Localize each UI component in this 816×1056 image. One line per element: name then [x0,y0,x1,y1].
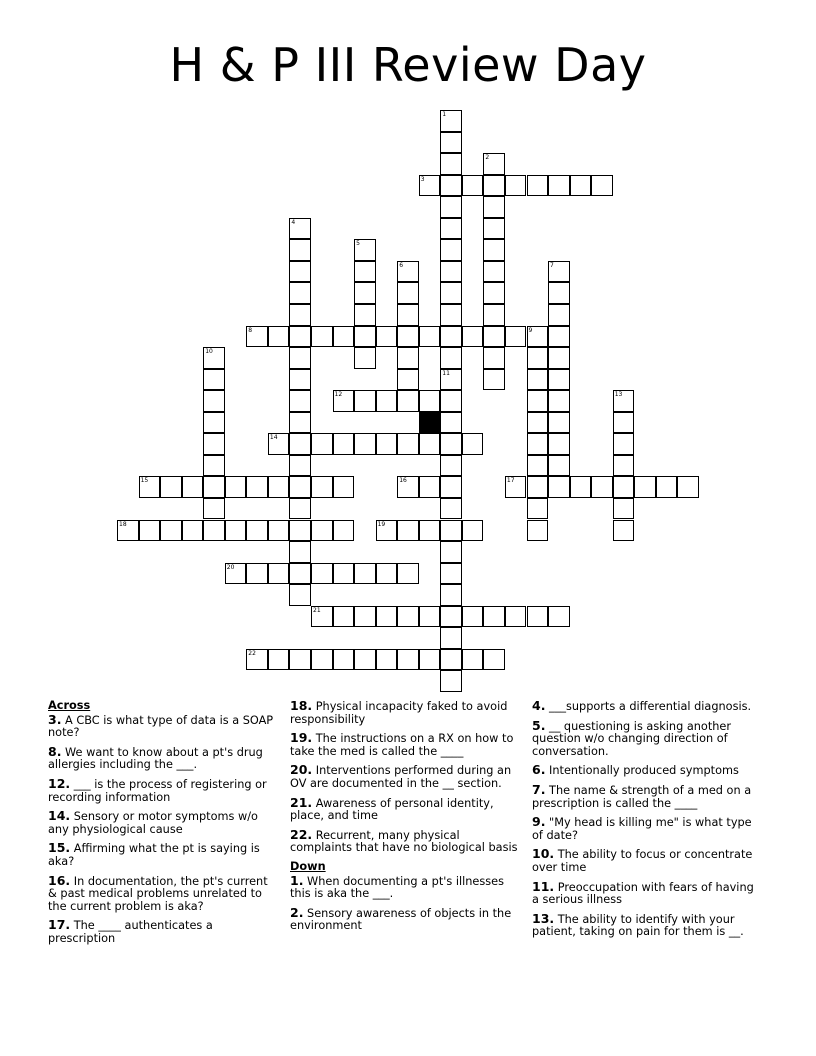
clue-text: Physical incapacity faked to avoid responsibility [290,700,508,726]
clue-number: 16 [48,872,66,888]
grid-cell[interactable] [440,563,462,585]
grid-cell[interactable] [483,218,505,240]
grid-cell[interactable] [527,476,549,498]
clue-number: 12 [48,775,66,791]
clue-number: 3 [48,711,57,727]
cell-number: 15 [140,477,149,485]
grid-cell[interactable] [203,520,225,542]
grid-cell[interactable] [354,282,376,304]
grid-cell[interactable] [333,520,355,542]
grid-cell[interactable] [203,347,225,369]
grid-cell[interactable] [570,476,592,498]
grid-cell[interactable] [354,563,376,585]
grid-cell[interactable] [289,541,311,563]
grid-cell[interactable] [289,390,311,412]
grid-cell[interactable] [311,649,333,671]
clue-number: 10 [532,846,550,862]
cell-number: 9 [528,326,533,334]
grid-cell[interactable] [289,455,311,477]
grid-cell[interactable] [483,304,505,326]
clue-text: Recurrent, many physical complaints that have no biological basis [290,828,518,855]
black-cell [419,412,441,434]
puzzle-title: H & P III Review Day [169,38,647,92]
grid-cell[interactable] [613,520,635,542]
grid-cell[interactable] [333,563,355,585]
clue-number: 17 [48,917,66,933]
grid-cell[interactable] [440,476,462,498]
grid-cell[interactable] [333,390,355,412]
grid-cell[interactable] [354,433,376,455]
grid-cell[interactable] [527,175,549,197]
clue-text: "My head is killing me" is what type of date? [532,816,752,842]
grid-cell[interactable] [289,584,311,606]
cell-number: 6 [399,261,404,269]
clue-across-16: 16. In documentation, the pt's current & past medical problems unrelated to the current problem is aka? [48,872,268,913]
grid-cell[interactable] [354,304,376,326]
grid-cell[interactable] [440,326,462,348]
clue-across-8: 8. We want to know about a pt's drug allergies including the ___. [48,743,263,772]
grid-cell[interactable] [548,347,570,369]
clue-text: ___ is the process of registering or recording information [48,777,267,804]
grid-cell[interactable] [203,412,225,434]
clue-number: 22 [290,826,308,842]
grid-cell[interactable] [376,326,398,348]
cell-number: 12 [334,391,343,399]
clue-down-4: 4. ___supports a differential diagnosis. [532,698,752,713]
grid-cell[interactable] [570,175,592,197]
grid-cell[interactable] [462,175,484,197]
grid-cell[interactable] [440,153,462,175]
grid-cell[interactable] [289,218,311,240]
clue-down-9: 9. "My head is killing me" is what type of date? [532,814,752,842]
cell-number: 22 [248,649,256,657]
grid-cell[interactable] [268,563,290,585]
grid-cell[interactable] [656,476,678,498]
grid-cell[interactable] [483,347,505,369]
grid-cell[interactable] [419,326,441,348]
grid-cell[interactable] [548,261,570,283]
grid-cell[interactable] [268,476,290,498]
grid-cell[interactable] [483,606,505,628]
clue-across-3: 3. A CBC is what type of data is a SOAP note? [48,711,274,740]
grid-cell[interactable] [440,347,462,369]
grid-cell[interactable] [634,476,656,498]
grid-cell[interactable] [440,606,462,628]
grid-cell[interactable] [613,390,635,412]
grid-cell[interactable] [483,175,505,197]
grid-cell[interactable] [311,433,333,455]
clue-number: 13 [532,910,550,926]
grid-cell[interactable] [246,563,268,585]
grid-cell[interactable] [677,476,699,498]
grid-cell[interactable] [591,476,613,498]
grid-cell[interactable] [591,175,613,197]
grid-cell[interactable] [289,304,311,326]
grid-cell[interactable] [419,476,441,498]
grid-cell[interactable] [527,498,549,520]
grid-cell[interactable] [440,670,462,692]
grid-cell[interactable] [462,649,484,671]
grid-cell[interactable] [527,390,549,412]
clue-down-13: 13. The ability to identify with your patient, taking on pain for them is __. [532,910,744,939]
clue-down-10: 10. The ability to focus or concentrate over time [532,846,753,874]
grid-cell[interactable] [311,476,333,498]
cell-number: 4 [291,218,296,226]
clue-across-12: 12. ___ is the process of registering or recording information [48,775,267,804]
grid-cell[interactable] [527,412,549,434]
grid-cell[interactable] [440,455,462,477]
grid-cell[interactable] [311,606,333,628]
grid-cell[interactable] [397,326,419,348]
grid-cell[interactable] [289,261,311,283]
grid-cell[interactable] [462,326,484,348]
cell-number: 17 [506,477,515,485]
grid-cell[interactable] [483,369,505,391]
grid-cell[interactable] [419,606,441,628]
clue-text: Sensory or motor symptoms w/o any physiological cause [48,810,258,836]
cell-number: 19 [377,520,386,528]
cell-number: 2 [485,154,490,162]
grid-cell[interactable] [289,649,311,671]
grid-cell[interactable] [268,433,290,455]
grid-cell[interactable] [376,606,398,628]
grid-cell[interactable] [613,476,635,498]
clue-down-2: 2. Sensory awareness of objects in the environment [290,904,512,933]
grid-cell[interactable] [440,261,462,283]
grid-cell[interactable] [483,196,505,218]
clue-text: Affirming what the pt is saying is aka? [48,842,260,868]
grid-cell[interactable] [376,520,398,542]
clue-across-14: 14. Sensory or motor symptoms w/o any physiological cause [48,808,258,836]
grid-cell[interactable] [289,520,311,542]
grid-cell[interactable] [311,563,333,585]
grid-cell[interactable] [376,390,398,412]
grid-cell[interactable] [397,476,419,498]
grid-cell[interactable] [160,476,182,498]
cell-number: 16 [399,477,407,485]
grid-cell[interactable] [397,261,419,283]
grid-cell[interactable] [268,326,290,348]
grid-cell[interactable] [333,606,355,628]
clue-down-6: 6. Intentionally produced symptoms [532,762,739,778]
grid-cell[interactable] [548,304,570,326]
grid-cell[interactable] [354,326,376,348]
clue-column-1 [48,700,276,952]
clue-text: The ____ authenticates a prescription [48,919,213,945]
grid-cell[interactable] [203,476,225,498]
grid-cell[interactable] [527,326,549,348]
grid-cell[interactable] [139,476,161,498]
grid-cell[interactable] [419,649,441,671]
clue-number: 14 [48,808,66,824]
grid-cell[interactable] [419,175,441,197]
grid-cell[interactable] [246,649,268,671]
grid-cell[interactable] [354,347,376,369]
grid-cell[interactable] [505,606,527,628]
grid-cell[interactable] [397,369,419,391]
grid-cell[interactable] [419,390,441,412]
grid-cell[interactable] [440,627,462,649]
grid-cell[interactable] [419,433,441,455]
grid-cell[interactable] [527,455,549,477]
grid-cell[interactable] [440,584,462,606]
cell-number: 5 [356,240,360,248]
grid-cell[interactable] [397,520,419,542]
grid-cell[interactable] [268,520,290,542]
clue-text: The ability to identify with your patient, taking on pain for them is __. [532,912,744,939]
grid-cell[interactable] [139,520,161,542]
grid-cell[interactable] [548,390,570,412]
grid-cell[interactable] [505,175,527,197]
grid-cell[interactable] [289,498,311,520]
clue-number: 6 [532,762,541,778]
grid-cell[interactable] [397,606,419,628]
grid-cell[interactable] [333,326,355,348]
clue-column-3 [532,700,764,945]
grid-cell[interactable] [548,606,570,628]
cell-number: 13 [614,391,623,399]
grid-cell[interactable] [548,433,570,455]
grid-cell[interactable] [613,433,635,455]
grid-cell[interactable] [246,520,268,542]
cell-number: 7 [550,261,554,269]
grid-cell[interactable] [117,520,139,542]
grid-cell[interactable] [225,563,247,585]
cell-number: 20 [226,563,235,571]
cell-number: 3 [420,175,425,183]
grid-cell[interactable] [440,132,462,154]
grid-cell[interactable] [203,498,225,520]
grid-cell[interactable] [440,369,462,391]
grid-cell[interactable] [462,520,484,542]
clue-number: 7 [532,781,541,797]
grid-cell[interactable] [203,433,225,455]
grid-cell[interactable] [462,433,484,455]
clue-number: 11 [532,878,550,894]
clue-number: 5 [532,717,541,733]
grid-cell[interactable] [548,326,570,348]
grid-cell[interactable] [397,390,419,412]
grid-cell[interactable] [333,476,355,498]
grid-cell[interactable] [613,412,635,434]
grid-cell[interactable] [397,433,419,455]
clue-across-18: 18. Physical incapacity faked to avoid responsibility [290,698,508,726]
grid-cell[interactable] [397,347,419,369]
grid-cell[interactable] [289,282,311,304]
clue-down-5: 5. __ questioning is asking another question w/o changing direction of conversation. [532,717,732,758]
grid-cell[interactable] [246,476,268,498]
grid-cell[interactable] [440,304,462,326]
grid-cell[interactable] [225,476,247,498]
grid-cell[interactable] [483,649,505,671]
grid-cell[interactable] [483,153,505,175]
grid-cell[interactable] [613,498,635,520]
grid-cell[interactable] [289,433,311,455]
clue-number: 4 [532,698,541,713]
clue-across-22: 22. Recurrent, many physical complaints that have no biological basis [290,826,518,855]
grid-cell[interactable] [182,520,204,542]
clue-down-1: 1. When documenting a pt's illnesses this is aka the ___. [290,872,504,901]
grid-cell[interactable] [548,369,570,391]
down-header: Down [290,859,326,873]
clue-text: The ability to focus or concentrate over time [532,848,753,874]
grid-cell[interactable] [440,498,462,520]
grid-cell[interactable] [225,520,247,542]
clue-down-7: 7. The name & strength of a med on a prescription is called the ____ [532,781,752,810]
grid-cell[interactable] [268,649,290,671]
clue-number: 15 [48,840,66,856]
cell-number: 18 [119,520,127,528]
grid-cell[interactable] [289,369,311,391]
grid-cell[interactable] [354,390,376,412]
grid-cell[interactable] [289,563,311,585]
grid-cell[interactable] [548,175,570,197]
cell-number: 8 [248,326,253,334]
clue-down-11: 11. Preoccupation with fears of having a serious illness [532,878,754,907]
grid-cell[interactable] [246,326,268,348]
grid-cell[interactable] [527,606,549,628]
clue-text: __ questioning is asking another question w/o changing direction of conversation. [532,719,732,758]
grid-cell[interactable] [440,433,462,455]
cell-number: 21 [313,606,321,614]
grid-cell[interactable] [483,261,505,283]
grid-cell[interactable] [527,433,549,455]
grid-cell[interactable] [160,520,182,542]
grid-cell[interactable] [333,649,355,671]
grid-cell[interactable] [289,239,311,261]
clue-text: Preoccupation with fears of having a serious illness [532,880,754,907]
clue-number: 18 [290,698,308,713]
grid-cell[interactable] [462,606,484,628]
clue-across-15: 15. Affirming what the pt is saying is aka? [48,840,260,868]
grid-cell[interactable] [440,239,462,261]
grid-cell[interactable] [311,326,333,348]
clue-number: 9 [532,814,541,830]
clue-text: When documenting a pt's illnesses this is aka the ___. [290,874,504,901]
grid-cell[interactable] [354,239,376,261]
clue-number: 20 [290,762,308,778]
cell-number: 11 [442,369,450,377]
grid-cell[interactable] [397,649,419,671]
grid-cell[interactable] [289,326,311,348]
clue-number: 8 [48,743,57,759]
grid-cell[interactable] [354,649,376,671]
clue-text: The instructions on a RX on how to take the med is called the ____ [290,732,514,758]
grid-cell[interactable] [333,433,355,455]
grid-cell[interactable] [289,347,311,369]
grid-cell[interactable] [354,261,376,283]
grid-cell[interactable] [440,390,462,412]
clue-across-20: 20. Interventions performed during an OV are documented in the __ section. [290,762,512,790]
grid-cell[interactable] [440,649,462,671]
grid-cell[interactable] [203,455,225,477]
clue-text: Intentionally produced symptoms [549,764,739,778]
clue-number: 2 [290,904,299,920]
grid-cell[interactable] [440,218,462,240]
grid-cell[interactable] [613,455,635,477]
clue-text: In documentation, the pt's current & past medical problems unrelated to the current problem is aka? [48,874,268,913]
grid-cell[interactable] [505,476,527,498]
clue-text: ___supports a differential diagnosis. [549,700,752,713]
grid-cell[interactable] [440,110,462,132]
grid-cell[interactable] [182,476,204,498]
across-header: Across [48,699,91,712]
grid-cell[interactable] [289,412,311,434]
clue-text: We want to know about a pt's drug allergies including the ___. [48,745,263,772]
grid-cell[interactable] [548,412,570,434]
clue-across-17: 17. The ____ authenticates a prescription [48,917,213,945]
cell-number: 14 [269,434,278,442]
clue-column-2 [290,700,522,939]
grid-cell[interactable] [483,282,505,304]
clue-text: Sensory awareness of objects in the environment [290,906,512,933]
clue-across-21: 21. Awareness of personal identity, place, and time [290,794,494,823]
grid-cell[interactable] [376,433,398,455]
grid-cell[interactable] [397,282,419,304]
grid-cell[interactable] [440,412,462,434]
grid-cell[interactable] [440,520,462,542]
grid-cell[interactable] [548,476,570,498]
grid-cell[interactable] [440,541,462,563]
grid-cell[interactable] [311,520,333,542]
clue-text: The name & strength of a med on a prescription is called the ____ [532,783,752,810]
grid-cell[interactable] [440,282,462,304]
grid-cell[interactable] [397,304,419,326]
grid-cell[interactable] [419,520,441,542]
clue-text: Awareness of personal identity, place, and time [290,796,494,823]
grid-cell[interactable] [483,326,505,348]
grid-cell[interactable] [289,476,311,498]
grid-cell[interactable] [203,369,225,391]
grid-cell[interactable] [548,455,570,477]
clue-number: 19 [290,730,308,746]
grid-cell[interactable] [440,175,462,197]
grid-cell[interactable] [376,649,398,671]
cell-number: 1 [442,111,447,118]
clue-number: 1 [290,872,299,888]
grid-cell[interactable] [397,563,419,585]
cell-number: 10 [205,348,213,356]
grid-cell[interactable] [354,606,376,628]
clue-text: Interventions performed during an OV are documented in the __ section. [290,764,512,790]
clue-number: 21 [290,794,308,810]
grid-cell[interactable] [483,239,505,261]
grid-cell[interactable] [505,326,527,348]
grid-cell[interactable] [527,369,549,391]
clue-across-19: 19. The instructions on a RX on how to take the med is called the ____ [290,730,514,758]
grid-cell[interactable] [440,196,462,218]
clue-text: A CBC is what type of data is a SOAP note? [48,713,274,740]
grid-cell[interactable] [527,520,549,542]
grid-cell[interactable] [548,282,570,304]
grid-cell[interactable] [203,390,225,412]
grid-cell[interactable] [527,347,549,369]
grid-cell[interactable] [376,563,398,585]
